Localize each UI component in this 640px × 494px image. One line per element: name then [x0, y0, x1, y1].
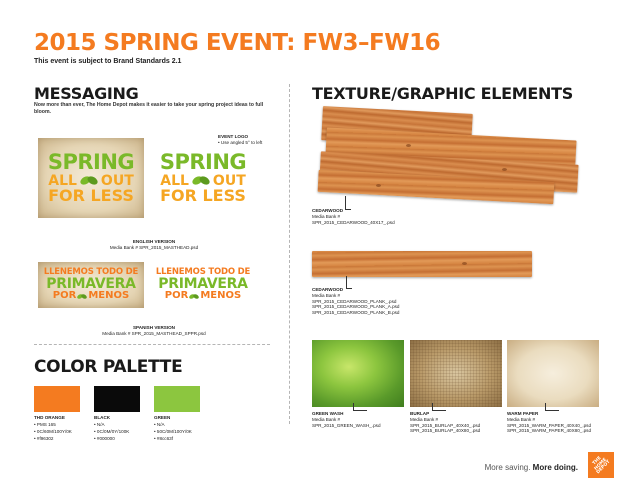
color-palette-heading: COLOR PALETTE	[34, 357, 183, 377]
english-logo-textured: SPRING ALL OUT FOR LESS	[38, 138, 144, 218]
column-divider	[289, 84, 290, 424]
leaf-icon	[77, 292, 87, 301]
green-wash-label: GREEN WASH Media Bank # SPR_2015_GREEN_WASH_.psd	[312, 411, 381, 428]
home-depot-logo: THE HOME DEPOT	[588, 452, 614, 478]
page-title: 2015 SPRING EVENT: FW3–FW16	[34, 30, 441, 56]
event-logo-note: EVENT LOGO • Use angled 5° to left	[218, 134, 263, 145]
english-version-caption: ENGLISH VERSION Media Bank # SPR_2015_MASTHEAD.psd	[109, 239, 199, 250]
cedarwood-label-2: CEDARWOOD Media Bank # SPR_2015_CEDARWOOD_PLANK_.psd SPR_2015_CEDARWOOD_PLANK_A.psd SPR_2015_CEDARWOOD_PLANK_B.psd	[312, 287, 400, 316]
swatch-black	[94, 386, 140, 412]
swatch-orange	[34, 386, 80, 412]
green-wash-image	[312, 340, 404, 407]
messaging-intro: Now more than ever, The Home Depot makes it easier to take your spring project ideas to full bloom.	[34, 102, 264, 115]
burlap-label: BURLAP Media Bank # SPR_2015_BURLAP_40X40_.psd SPR_2015_BURLAP_40X80_.psd	[410, 411, 481, 434]
warm-paper-caret	[545, 403, 559, 411]
color-green-info: GREEN • N/A • 50C/0M/100Y/0K • #8cc63f	[154, 415, 192, 441]
page-subtitle: This event is subject to Brand Standards 2.1	[34, 58, 182, 65]
cedarwood-label-1: CEDARWOOD Media Bank # SPR_2015_CEDARWOOD_40X17_.psd	[312, 208, 395, 225]
spanish-version-caption: SPANISH VERSION Media Bank # SPR_2015_MASTHEAD_SPPR.psd	[102, 325, 206, 336]
burlap-caret	[432, 403, 446, 411]
color-orange-info: THD ORANGE • PMS 165 • 0C/60M/100Y/0K • #f96302	[34, 415, 72, 441]
warm-paper-label: WARM PAPER Media Bank # SPR_2015_WARM_PAPER_40X40_.psd SPR_2015_WARM_PAPER_40X80_.psd	[507, 411, 592, 434]
spanish-logo-textured: LLENEMOS TODO DE PRIMAVERA POR MENOS	[38, 262, 144, 308]
texture-heading: TEXTURE/GRAPHIC ELEMENTS	[312, 84, 573, 103]
green-wash-caret	[353, 403, 367, 411]
english-logo-flat: SPRING ALL OUT FOR LESS	[159, 150, 247, 205]
cedarwood-plank-image	[312, 251, 532, 277]
footer-tagline: More saving. More doing.	[484, 463, 578, 472]
spanish-logo-flat: LLENEMOS TODO DE PRIMAVERA POR MENOS	[155, 267, 251, 302]
color-black-info: BLACK • N/A • 0C/0M/0Y/100K • #000000	[94, 415, 130, 441]
burlap-image	[410, 340, 502, 407]
section-divider	[34, 344, 270, 345]
warm-paper-image	[507, 340, 599, 407]
swatch-green	[154, 386, 200, 412]
messaging-heading: MESSAGING	[34, 84, 139, 103]
cedarwood-stack-image	[316, 106, 582, 206]
leaf-icon	[189, 292, 199, 301]
